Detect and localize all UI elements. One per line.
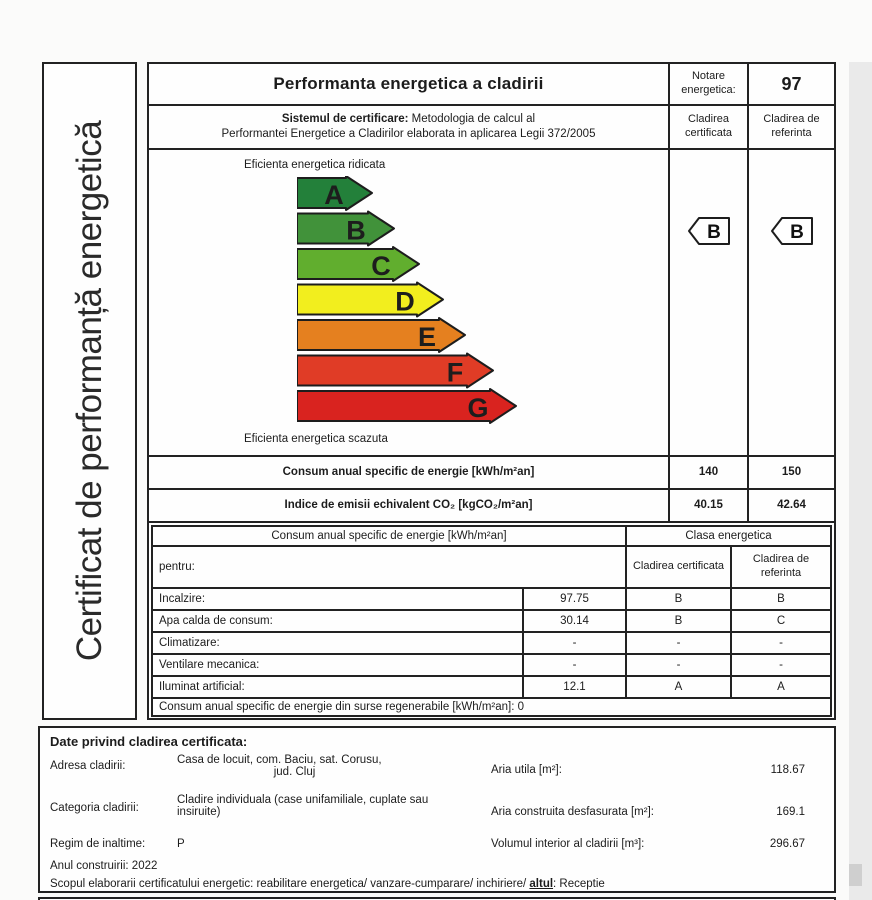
scale-bottom-label: Eficienta energetica scazuta bbox=[244, 433, 388, 445]
building-data-section bbox=[38, 726, 836, 893]
page-title: Performanta energetica a cladirii bbox=[147, 62, 670, 106]
detail-row-value: 12.1 bbox=[522, 675, 627, 699]
emisii-certified-value: 40.15 bbox=[668, 488, 749, 523]
regim-value: P bbox=[177, 838, 185, 850]
detail-row-value: 97.75 bbox=[522, 587, 627, 611]
detail-row-certified: B bbox=[625, 587, 732, 611]
energy-arrow-e bbox=[297, 318, 465, 352]
categoria-value bbox=[177, 794, 507, 818]
scan-edge-strip bbox=[849, 62, 872, 900]
energy-arrow-letter-c: C bbox=[371, 251, 391, 281]
reference-class-cell bbox=[747, 148, 836, 457]
detail-row-label: Climatizare: bbox=[151, 631, 524, 655]
detail-col-reference: Cladirea de referinta bbox=[730, 545, 832, 589]
consum-reference-value: 150 bbox=[747, 455, 836, 490]
categoria-label: Categoria cladirii: bbox=[50, 802, 139, 814]
scop-altul: altul bbox=[529, 878, 554, 890]
detail-row-reference: - bbox=[730, 653, 832, 677]
aria-utila-value: 118.67 bbox=[770, 764, 805, 776]
notare-label: Notare energetica: bbox=[668, 62, 749, 106]
scale-top-label: Eficienta energetica ridicata bbox=[244, 159, 386, 171]
anul-construirii: Anul construirii: 2022 bbox=[50, 860, 158, 872]
certified-class-badge bbox=[687, 216, 731, 246]
regim-label: Regim de inaltime: bbox=[50, 838, 146, 850]
consum-certified-value: 140 bbox=[668, 455, 749, 490]
detail-row-label: Apa calda de consum: bbox=[151, 609, 524, 633]
certified-class-letter: B bbox=[707, 222, 721, 243]
scop-suffix: : Receptie bbox=[553, 878, 605, 890]
detail-row-label: Incalzire: bbox=[151, 587, 524, 611]
detail-col-certified: Cladirea certificata bbox=[625, 545, 732, 589]
detail-row-value: - bbox=[522, 631, 627, 655]
certificate-sidebar bbox=[42, 62, 137, 720]
certification-system-text: Metodologia de calcul al bbox=[408, 113, 536, 126]
detail-row-label: Iluminat artificial: bbox=[151, 675, 524, 699]
energy-arrow-f bbox=[297, 354, 493, 388]
energy-scale-arrows bbox=[297, 176, 527, 426]
adresa-label: Adresa cladirii: bbox=[50, 760, 126, 772]
energy-arrow-letter-f: F bbox=[446, 357, 464, 388]
categoria-line2: insiruite) bbox=[177, 806, 221, 818]
emisii-reference-value: 42.64 bbox=[747, 488, 836, 523]
energy-scale-cell bbox=[147, 148, 670, 457]
detail-row-reference: A bbox=[730, 675, 832, 699]
detail-row-value: 30.14 bbox=[522, 609, 627, 633]
column-certified-header: Cladirea certificata bbox=[668, 104, 749, 150]
adresa-line2: jud. Cluj bbox=[273, 766, 316, 778]
scop-line bbox=[50, 878, 605, 890]
building-data-title: Date privind cladirea certificata: bbox=[50, 734, 248, 749]
energy-arrow-letter-b: B bbox=[346, 215, 366, 246]
certification-system-label: Sistemul de certificare: bbox=[281, 113, 409, 126]
aria-construita-label: Aria construita desfasurata [m²]: bbox=[491, 806, 654, 818]
energy-arrow-letter-d: D bbox=[395, 286, 415, 317]
adresa-value bbox=[177, 754, 412, 778]
certification-system-line2: Performantei Energetice a Cladirilor elaborata in aplicarea Legii 372/2005 bbox=[221, 128, 596, 140]
certified-class-cell bbox=[668, 148, 749, 457]
scop-prefix: Scopul elaborarii certificatului energetic: reabilitare energetica/ vanzare-cumparare/ inchiriere/ bbox=[50, 878, 530, 890]
energy-arrow-d bbox=[297, 283, 443, 317]
detail-row-certified: B bbox=[625, 609, 732, 633]
detail-row-value: - bbox=[522, 653, 627, 677]
emisii-row-label: Indice de emisii echivalent CO₂ [kgCO₂/m²an] bbox=[147, 488, 670, 523]
energy-arrow-letter-e: E bbox=[417, 322, 437, 352]
detail-row-reference: B bbox=[730, 587, 832, 611]
detail-row-reference: C bbox=[730, 609, 832, 633]
certificate-vertical-title: Certificat de performanță energetică bbox=[69, 120, 109, 662]
aria-construita-value: 169.1 bbox=[776, 806, 805, 818]
detail-header-right: Clasa energetica bbox=[625, 525, 832, 547]
volum-label: Volumul interior al cladirii [m³]: bbox=[491, 838, 645, 850]
detail-row-certified: A bbox=[625, 675, 732, 699]
certification-system-cell bbox=[147, 104, 670, 150]
detail-row-certified: - bbox=[625, 631, 732, 655]
volum-value: 296.67 bbox=[769, 838, 805, 850]
detail-pentru-cell: pentru: bbox=[151, 545, 627, 589]
reference-class-letter: B bbox=[790, 222, 804, 243]
detail-row-reference: - bbox=[730, 631, 832, 655]
energy-arrow-letter-g: G bbox=[467, 393, 489, 423]
detail-row-certified: - bbox=[625, 653, 732, 677]
energy-arrow-c bbox=[297, 247, 419, 281]
adresa-line1: Casa de locuit, com. Baciu, sat. Corusu, bbox=[177, 754, 382, 766]
notare-value: 97 bbox=[747, 62, 836, 106]
detail-footer-regenerabile: Consum anual specific de energie din surse regenerabile [kWh/m²an]: 0 bbox=[151, 697, 832, 717]
energy-arrow-letter-a: A bbox=[324, 180, 344, 210]
consum-row-label: Consum anual specific de energie [kWh/m²an] bbox=[147, 455, 670, 490]
reference-class-badge bbox=[770, 216, 814, 246]
detail-row-label: Ventilare mecanica: bbox=[151, 653, 524, 677]
detail-header-left: Consum anual specific de energie [kWh/m²an] bbox=[151, 525, 627, 547]
aria-utila-label: Aria utila [m²]: bbox=[491, 764, 562, 776]
column-reference-header: Cladirea de referinta bbox=[747, 104, 836, 150]
scan-edge-mark bbox=[849, 864, 862, 886]
categoria-line1: Cladire individuala (case unifamiliale, cuplate sau bbox=[177, 794, 429, 806]
